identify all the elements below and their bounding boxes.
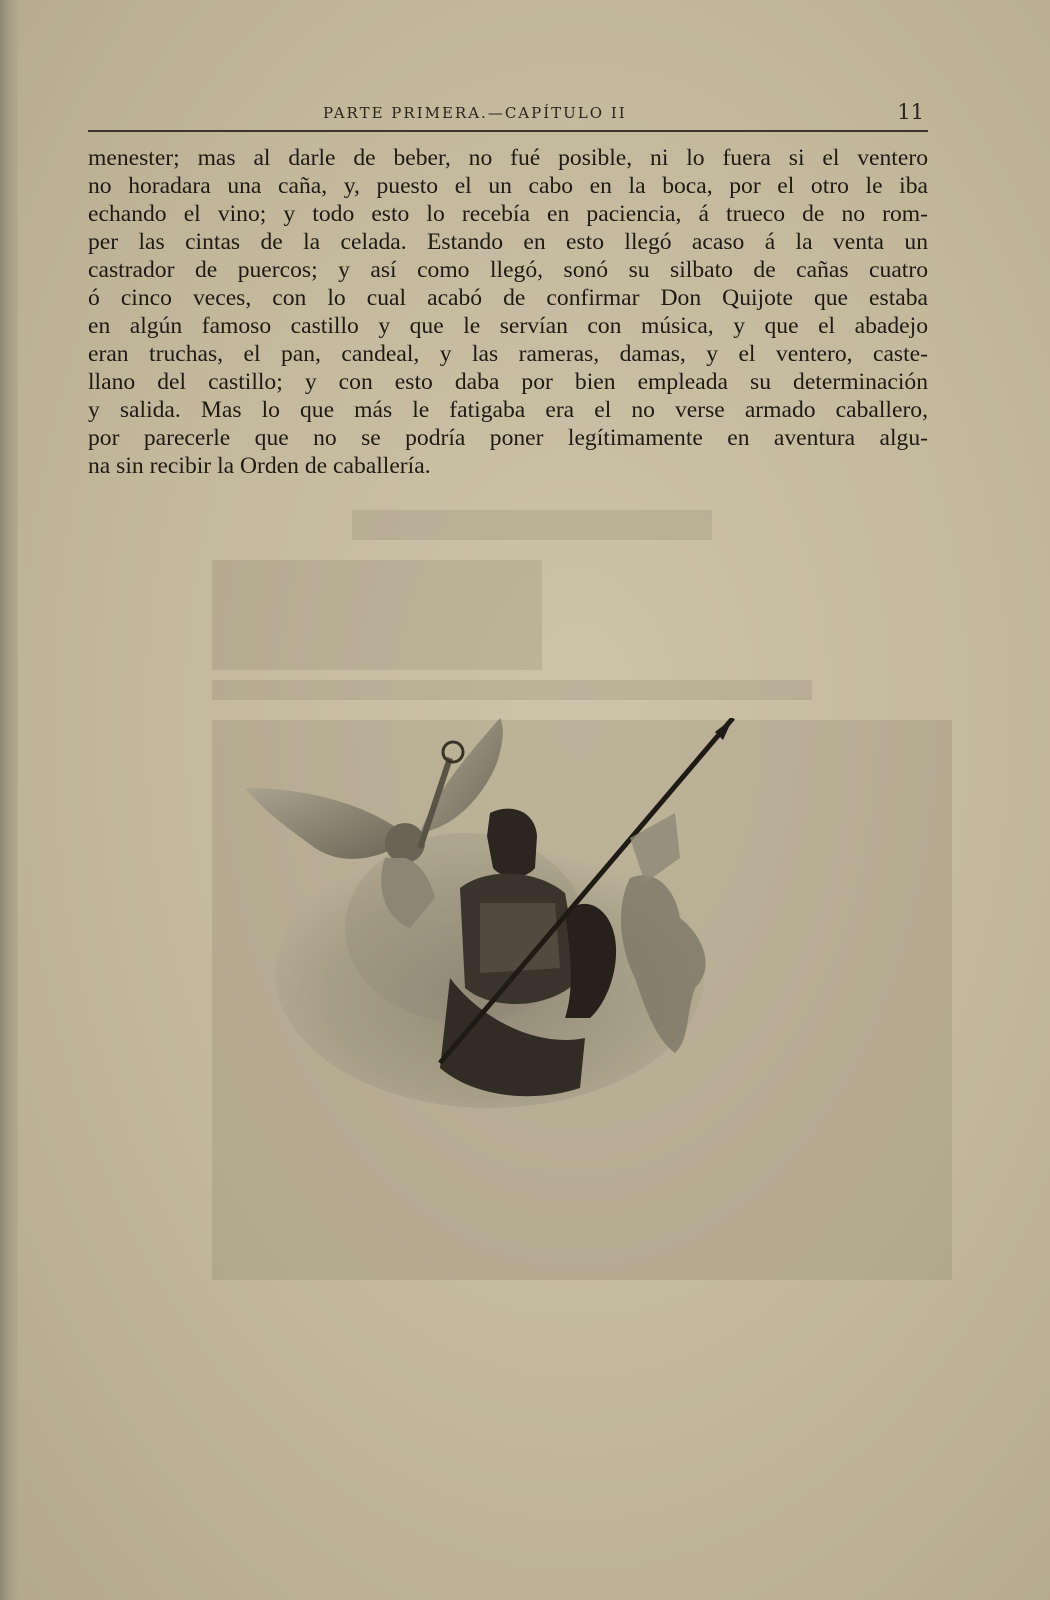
text-line: na sin recibir la Orden de caballería. xyxy=(88,453,431,479)
page-binding-edge xyxy=(0,0,18,1600)
page-number: 11 xyxy=(897,100,924,124)
body-paragraph xyxy=(88,144,928,484)
text-line: eran truchas, el pan, candeal, y las rameras, damas, y el ventero, caste- xyxy=(88,341,928,367)
text-line: en algún famoso castillo y que le servían con música, y que el abadejo xyxy=(88,313,928,339)
text-line: ó cinco veces, con lo cual acabó de confirmar Don Quijote que estaba xyxy=(88,285,928,311)
running-head-title: PARTE PRIMERA.—CAPÍTULO II xyxy=(323,104,627,122)
text-line: no horadara una caña, y, puesto el un cabo en la boca, por el otro le iba xyxy=(88,173,928,199)
running-header xyxy=(88,100,928,130)
text-line: y salida. Mas lo que más le fatigaba era el no verse armado caballero, xyxy=(88,397,928,423)
text-line: castrador de puercos; y así como llegó, sonó su silbato de cañas cuatro xyxy=(88,257,928,283)
text-line: llano del castillo; y con esto daba por bien empleada su determinación xyxy=(88,369,928,395)
header-rule xyxy=(88,130,928,132)
text-line: echando el vino; y todo esto lo recebía en paciencia, á trueco de no rom- xyxy=(88,201,928,227)
text-line: por parecerle que no se podría poner legítimamente en aventura algu- xyxy=(88,425,928,451)
angel-knight-engraving-icon xyxy=(235,718,755,1110)
text-line: per las cintas de la celada. Estando en esto llegó acaso á la venta un xyxy=(88,229,928,255)
text-line: menester; mas al darle de beber, no fué posible, ni lo fuera si el ventero xyxy=(88,145,928,171)
